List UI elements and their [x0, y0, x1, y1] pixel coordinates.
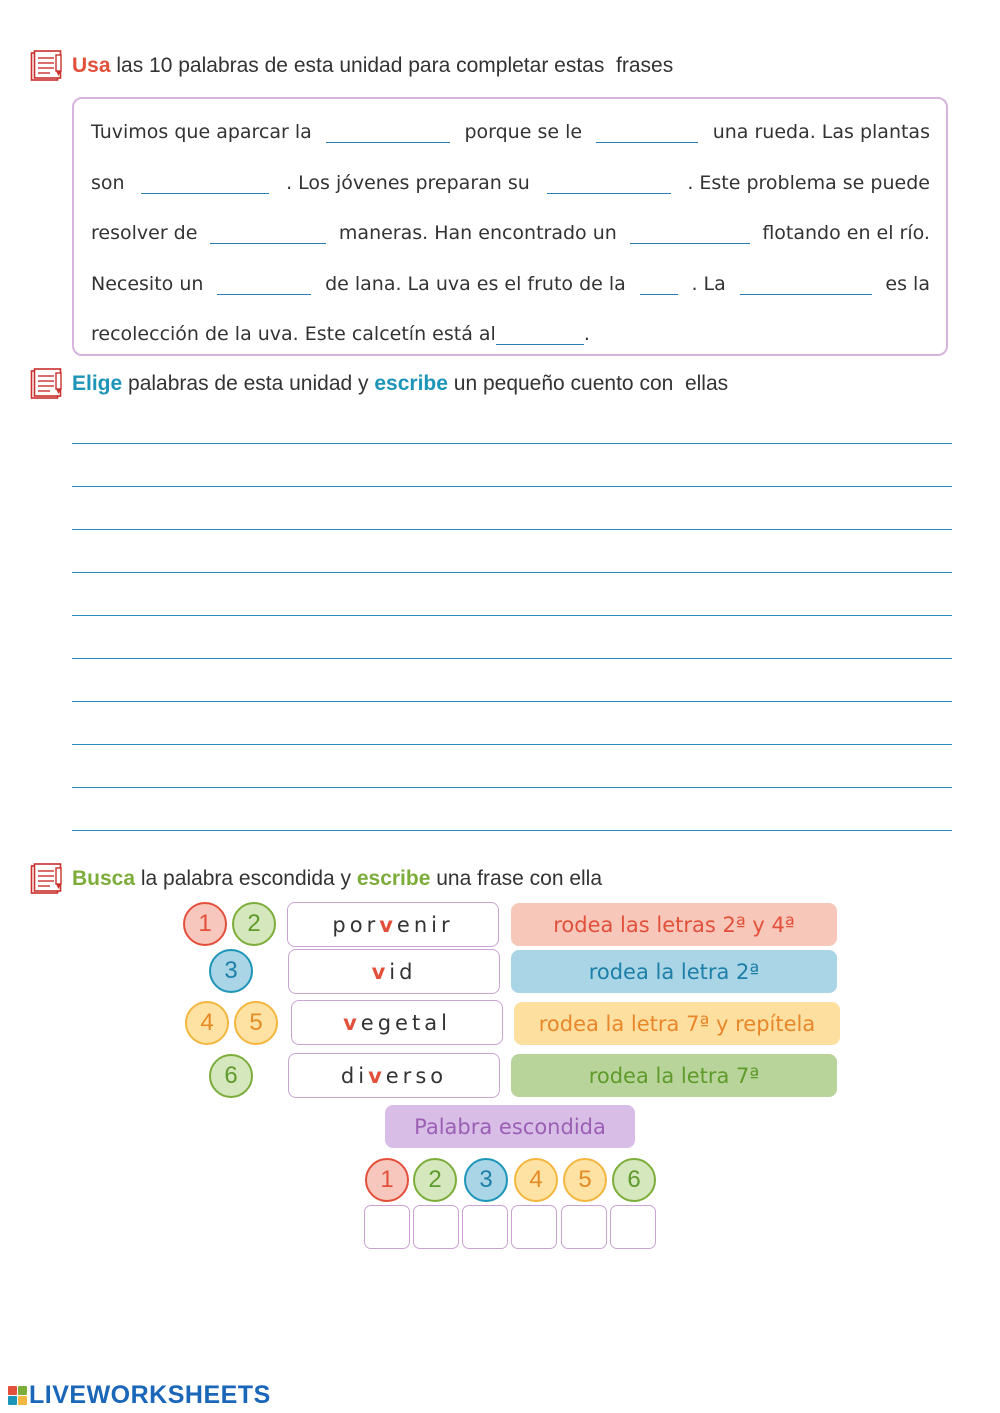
- word-box-vegetal: [291, 1000, 503, 1045]
- sentence-line-5: [91, 309, 930, 360]
- section2-text-rest: un pequeño cuento con ellas: [447, 372, 729, 395]
- logo-text: LIVEWORKSHEETS: [29, 1381, 271, 1409]
- section1-keyword: Usa: [72, 54, 111, 77]
- worksheet-pencil-icon: [30, 368, 64, 400]
- number-circle-3: 3: [209, 949, 253, 993]
- answer-number-2: 2: [413, 1158, 457, 1202]
- section2-title: [30, 368, 728, 400]
- word-part: id: [389, 959, 417, 984]
- sentence-line-3: [91, 208, 930, 259]
- worksheet-pencil-icon: [30, 863, 64, 895]
- blank-input-4[interactable]: [547, 172, 671, 194]
- word-part: di: [340, 1063, 369, 1088]
- section1-title: [30, 50, 673, 82]
- blank-input-3[interactable]: [141, 172, 269, 194]
- answer-letter-box-2[interactable]: [413, 1205, 459, 1249]
- word-part: egetal: [360, 1010, 451, 1035]
- sentence-text: Necesito un: [91, 272, 204, 295]
- section3-keyword-escribe: escribe: [356, 867, 431, 890]
- section2-keyword-elige: Elige: [72, 372, 123, 395]
- sentence-text: flotando en el río.: [762, 222, 930, 245]
- instruction-box-2: rodea la letra 2ª: [511, 950, 837, 993]
- number-circle-1: 1: [183, 902, 227, 946]
- instruction-box-1: rodea las letras 2ª y 4ª: [511, 903, 837, 946]
- blank-input-1[interactable]: [326, 121, 450, 143]
- writing-line-10[interactable]: [72, 830, 952, 831]
- sentence-text: . La: [691, 272, 726, 295]
- sentence-text: recolección de la uva. Este calcetín está al: [91, 323, 496, 346]
- logo-blocks-icon: [8, 1386, 27, 1405]
- sentence-line-4: [91, 259, 930, 310]
- word-box-diverso: [288, 1053, 500, 1098]
- writing-line-2[interactable]: [72, 486, 952, 487]
- number-circle-5: 5: [234, 1001, 278, 1045]
- word-part: erso: [385, 1063, 448, 1088]
- word-highlight-letter: v: [368, 1063, 386, 1088]
- liveworksheets-logo: [8, 1381, 271, 1410]
- blank-input-2[interactable]: [596, 121, 698, 143]
- word-highlight-letter: v: [371, 959, 390, 984]
- section1-instruction: las 10 palabras de esta unidad para completar estas frases: [110, 54, 674, 77]
- word-box-porvenir: [287, 902, 499, 947]
- sentence-text: son: [91, 171, 125, 194]
- word-box-vid: [288, 949, 500, 994]
- sentence-text: maneras. Han encontrado un: [338, 222, 617, 245]
- answer-number-4: 4: [514, 1158, 558, 1202]
- writing-line-9[interactable]: [72, 787, 952, 788]
- writing-line-1[interactable]: [72, 443, 952, 444]
- answer-number-3: 3: [464, 1158, 508, 1202]
- sentence-text: . Este problema se puede: [687, 171, 930, 194]
- blank-input-5[interactable]: [210, 222, 326, 244]
- writing-line-7[interactable]: [72, 701, 952, 702]
- answer-letter-box-1[interactable]: [364, 1205, 410, 1249]
- section3-text-middle: la palabra escondida y: [135, 867, 357, 890]
- blank-input-8[interactable]: [640, 273, 678, 295]
- fill-in-sentences-box: [72, 97, 948, 356]
- word-part: por: [332, 912, 380, 937]
- number-circle-2: 2: [232, 902, 276, 946]
- hidden-word-label: Palabra escondida: [385, 1105, 635, 1148]
- instruction-box-4: rodea la letra 7ª: [511, 1054, 837, 1097]
- section2-text-middle: palabras de esta unidad y: [122, 372, 375, 395]
- sentence-text: resolver de: [91, 222, 198, 245]
- writing-line-4[interactable]: [72, 572, 952, 573]
- word-part: enir: [396, 912, 454, 937]
- answer-number-6: 6: [612, 1158, 656, 1202]
- section3-title: [30, 863, 602, 895]
- answer-letter-box-6[interactable]: [610, 1205, 656, 1249]
- sentence-text: .: [583, 323, 590, 346]
- sentence-text: . Los jóvenes preparan su: [286, 171, 530, 194]
- word-highlight-letter: v: [379, 912, 397, 937]
- sentence-text: porque se le: [464, 121, 583, 144]
- worksheet-pencil-icon: [30, 50, 64, 82]
- answer-letter-box-5[interactable]: [561, 1205, 607, 1249]
- answer-letter-box-4[interactable]: [511, 1205, 557, 1249]
- section2-keyword-escribe: escribe: [374, 372, 448, 395]
- instruction-box-3: rodea la letra 7ª y repítela: [514, 1002, 840, 1045]
- writing-line-6[interactable]: [72, 658, 952, 659]
- sentence-line-2: [91, 158, 930, 209]
- answer-number-1: 1: [365, 1158, 409, 1202]
- blank-input-9[interactable]: [740, 273, 872, 295]
- sentence-text: es la: [885, 272, 930, 295]
- sentence-text: Tuvimos que aparcar la: [91, 121, 312, 144]
- blank-input-6[interactable]: [630, 222, 750, 244]
- writing-line-3[interactable]: [72, 529, 952, 530]
- sentence-text: de lana. La uva es el fruto de la: [325, 272, 626, 295]
- section3-keyword-busca: Busca: [72, 867, 136, 890]
- blank-input-7[interactable]: [217, 273, 311, 295]
- number-circle-4: 4: [185, 1001, 229, 1045]
- writing-line-8[interactable]: [72, 744, 952, 745]
- writing-line-5[interactable]: [72, 615, 952, 616]
- sentence-text: una rueda. Las plantas: [712, 121, 930, 144]
- sentence-line-1: [91, 107, 930, 158]
- answer-number-5: 5: [563, 1158, 607, 1202]
- blank-input-10[interactable]: [496, 323, 584, 345]
- answer-letter-box-3[interactable]: [462, 1205, 508, 1249]
- word-highlight-letter: v: [343, 1010, 361, 1035]
- section3-text-rest: una frase con ella: [430, 867, 603, 890]
- number-circle-6: 6: [209, 1054, 253, 1098]
